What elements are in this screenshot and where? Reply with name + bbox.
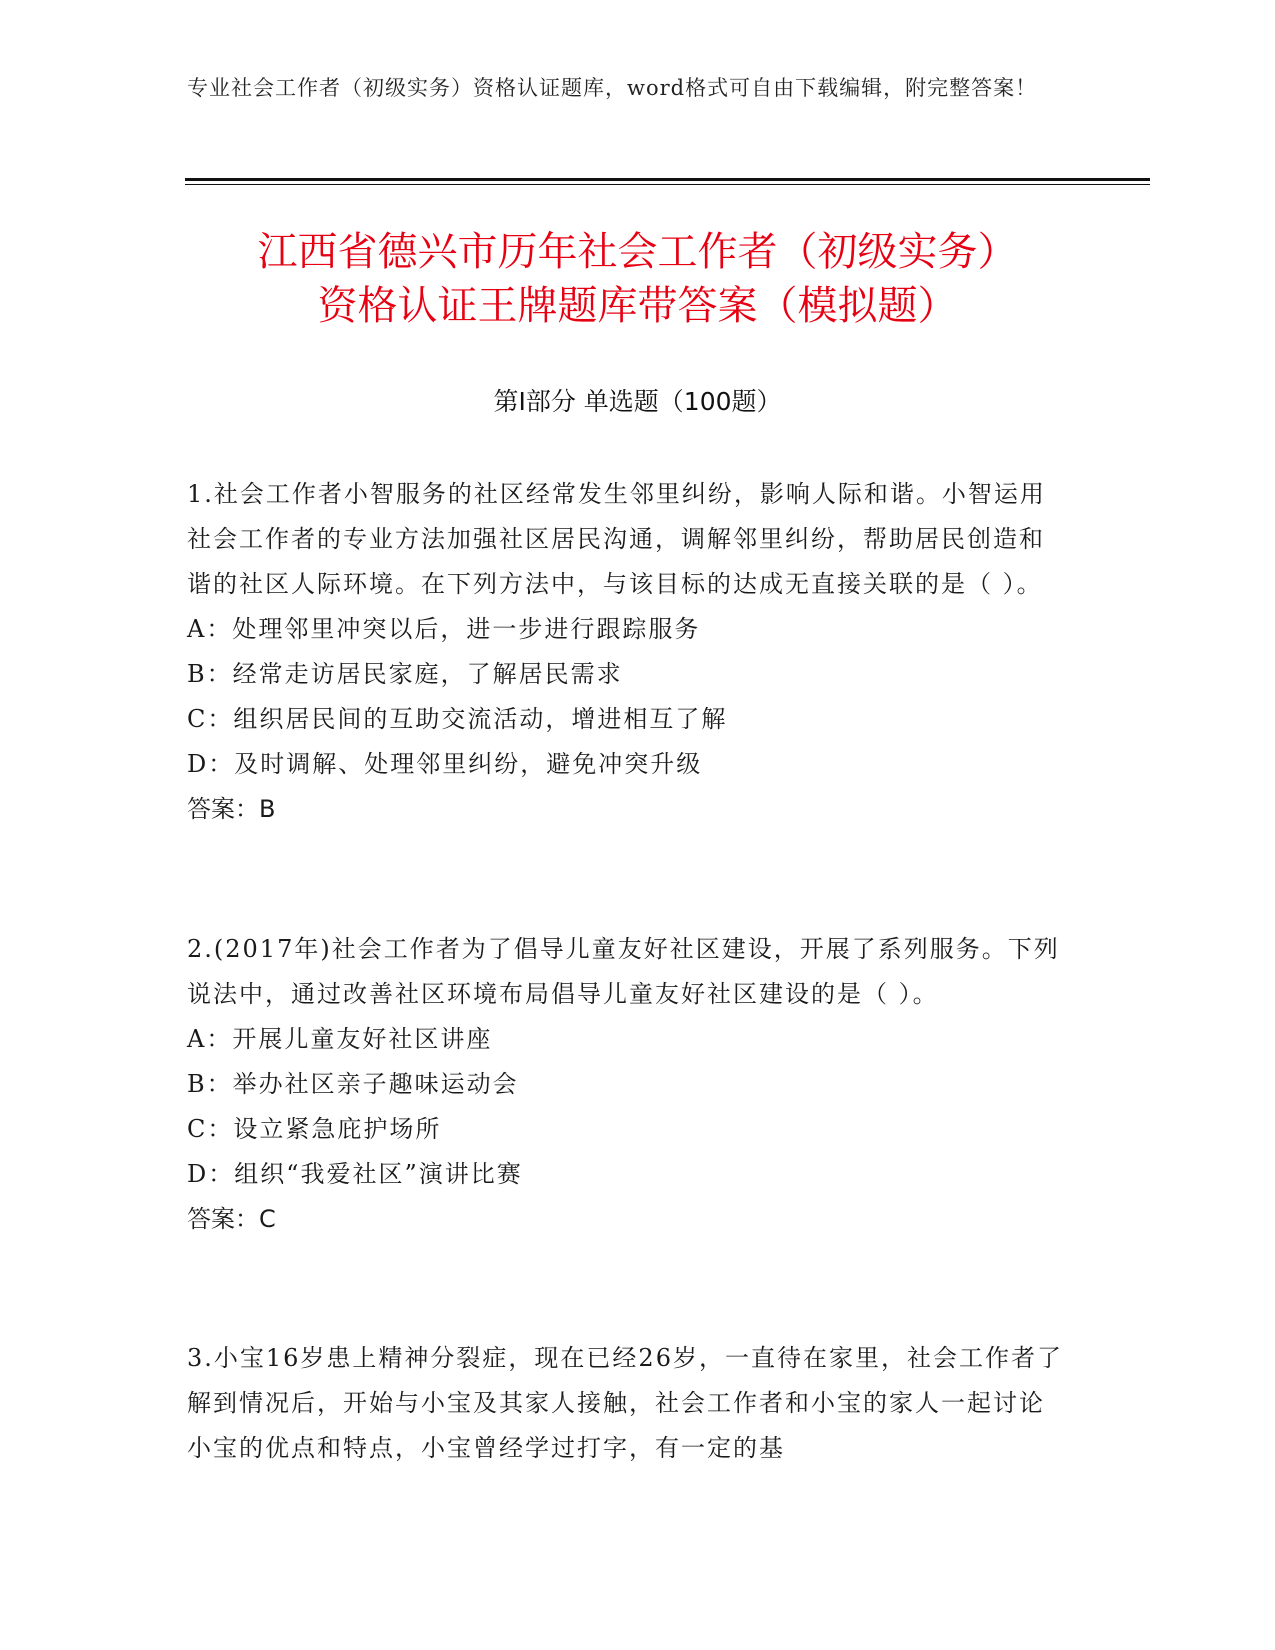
question-2 [187, 927, 1067, 1242]
answer: 答案：B [187, 795, 276, 823]
option-d: D：组织“我爱社区”演讲比赛 [187, 1160, 523, 1188]
option-a: A：开展儿童友好社区讲座 [187, 1025, 493, 1053]
document-title-line2: 资格认证王牌题库带答案（模拟题） [317, 283, 958, 329]
question-3 [187, 1336, 1067, 1471]
option-a: A：处理邻里冲突以后，进一步进行跟踪服务 [187, 615, 701, 643]
option-b: B：举办社区亲子趣味运动会 [187, 1070, 519, 1098]
section-heading: 第Ⅰ部分 单选题（100题） [493, 387, 782, 416]
option-c: C：组织居民间的互助交流活动，增进相互了解 [187, 705, 728, 733]
question-stem: 2.(2017年)社会工作者为了倡导儿童友好社区建设，开展了系列服务。下列说法中，通过改善社区环境布局倡导儿童友好社区建设的是（ ）。 [187, 935, 1060, 1008]
question-1 [187, 472, 1067, 832]
option-b: B：经常走访居民家庭，了解居民需求 [187, 660, 623, 688]
header-note: 专业社会工作者（初级实务）资格认证题库，word格式可自由下载编辑，附完整答案！ [187, 76, 1038, 100]
document-title-line1: 江西省德兴市历年社会工作者（初级实务） [257, 229, 1018, 275]
question-stem: 1.社会工作者小智服务的社区经常发生邻里纠纷，影响人际和谐。小智运用社会工作者的专业方法加强社区居民沟通，调解邻里纠纷，帮助居民创造和谐的社区人际环境。在下列方法中，与该目标的达成无直接关联的是（ ）。 [187, 480, 1046, 598]
header-rule-thin [185, 184, 1150, 185]
option-c: C：设立紧急庇护场所 [187, 1115, 442, 1143]
question-stem: 3.小宝16岁患上精神分裂症，现在已经26岁，一直待在家里，社会工作者了解到情况后，开始与小宝及其家人接触，社会工作者和小宝的家人一起讨论小宝的优点和特点，小宝曾经学过打字，有一定的基 [187, 1344, 1063, 1462]
document-title [150, 225, 1125, 333]
option-d: D：及时调解、处理邻里纠纷，避免冲突升级 [187, 750, 703, 778]
answer: 答案：C [187, 1205, 276, 1233]
header-rule-thick [185, 178, 1150, 181]
